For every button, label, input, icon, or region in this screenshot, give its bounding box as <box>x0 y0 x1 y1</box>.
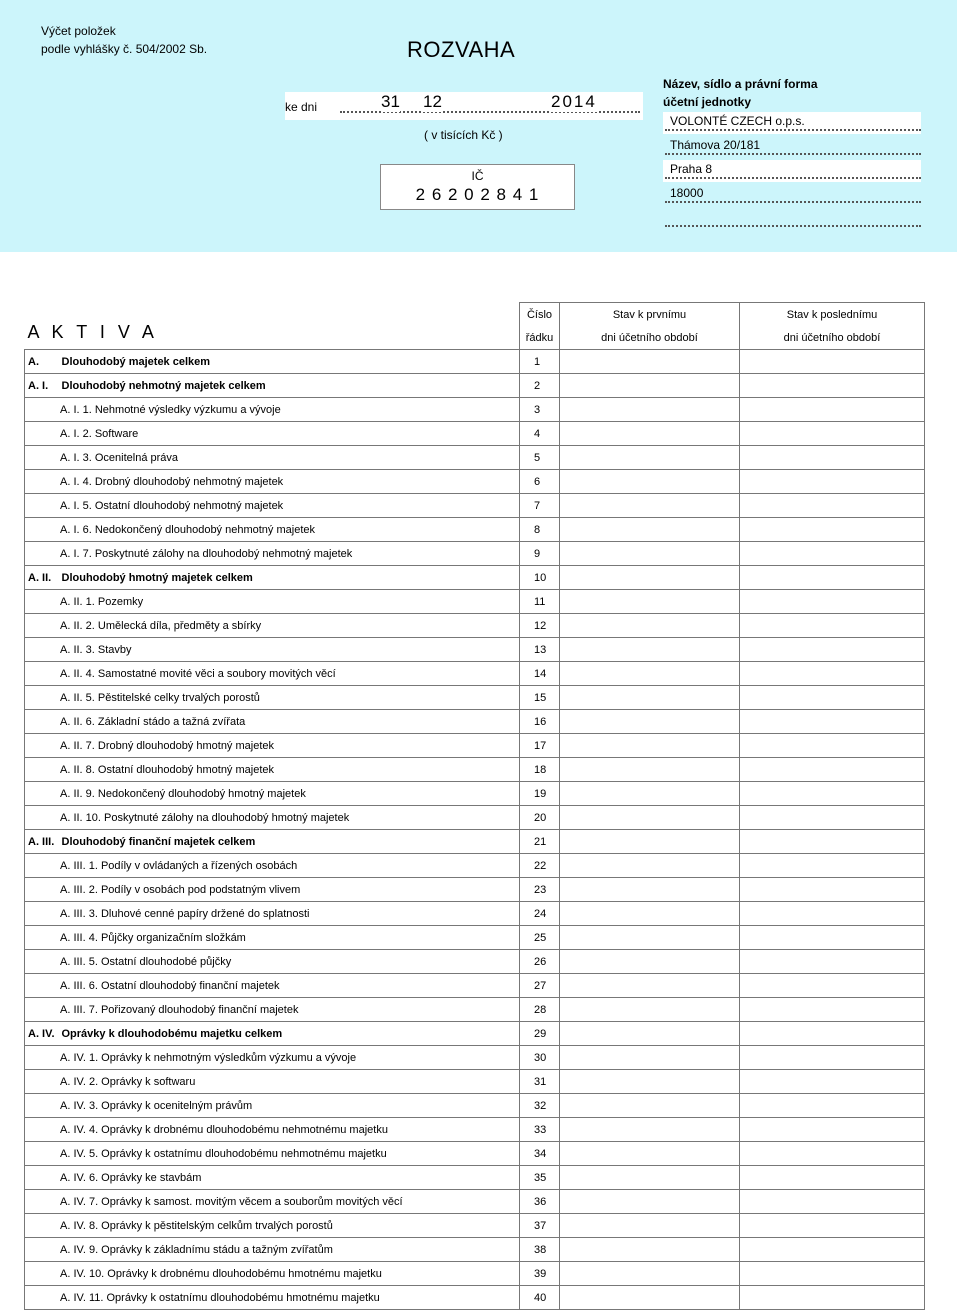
row-number: 26 <box>520 950 560 974</box>
form-header <box>0 0 957 252</box>
table-row <box>25 422 925 446</box>
row-number: 31 <box>520 1070 560 1094</box>
row-value-first[interactable] <box>560 614 740 638</box>
row-number: 19 <box>520 782 560 806</box>
row-value-first[interactable] <box>560 950 740 974</box>
entity-extra-dots <box>665 225 921 227</box>
col-last-2: dni účetního období <box>740 326 925 350</box>
row-label: A. I. 2. Software <box>25 422 520 446</box>
row-label: A. IV. 4. Oprávky k drobnému dlouhodobému nehmotnému majetku <box>25 1118 520 1142</box>
row-label: A. II. 5. Pěstitelské celky trvalých porostů <box>25 686 520 710</box>
row-value-first[interactable] <box>560 782 740 806</box>
table-row <box>25 854 925 878</box>
row-number: 21 <box>520 830 560 854</box>
row-code: A. <box>25 350 60 374</box>
aktiva-heading-cell <box>25 303 520 350</box>
aktiva-table <box>24 302 925 1310</box>
row-label: A. I. 4. Drobný dlouhodobý nehmotný majetek <box>25 470 520 494</box>
row-number: 8 <box>520 518 560 542</box>
row-label: A. II. 6. Základní stádo a tažná zvířata <box>25 710 520 734</box>
row-value-last[interactable] <box>740 758 925 782</box>
row-number: 30 <box>520 1046 560 1070</box>
table-body <box>25 350 925 1310</box>
ic-value: 2 6 2 0 2 8 4 1 <box>415 185 540 204</box>
row-value-first[interactable] <box>560 1190 740 1214</box>
row-number: 17 <box>520 734 560 758</box>
table-row <box>25 398 925 422</box>
decree-line-1: Výčet položek <box>41 24 116 38</box>
row-value-last[interactable] <box>740 1238 925 1262</box>
row-code: A. I. <box>25 374 60 398</box>
row-number: 2 <box>520 374 560 398</box>
row-value-first[interactable] <box>560 758 740 782</box>
row-value-last[interactable] <box>740 902 925 926</box>
entity-name-dots <box>665 129 921 131</box>
row-number: 25 <box>520 926 560 950</box>
row-label: A. IV. 1. Oprávky k nehmotným výsledkům výzkumu a vývoje <box>25 1046 520 1070</box>
table-row <box>25 830 925 854</box>
row-label: A. IV. 2. Oprávky k softwaru <box>25 1070 520 1094</box>
row-value-last[interactable] <box>740 1214 925 1238</box>
row-value-last[interactable] <box>740 1070 925 1094</box>
row-value-first[interactable] <box>560 350 740 374</box>
table-row <box>25 1094 925 1118</box>
row-value-last[interactable] <box>740 1022 925 1046</box>
row-number: 10 <box>520 566 560 590</box>
row-number: 29 <box>520 1022 560 1046</box>
row-value-first[interactable] <box>560 1166 740 1190</box>
row-value-first[interactable] <box>560 518 740 542</box>
row-label: A. I. 5. Ostatní dlouhodobý nehmotný majetek <box>25 494 520 518</box>
table-row <box>25 1214 925 1238</box>
row-value-first[interactable] <box>560 470 740 494</box>
row-value-last[interactable] <box>740 470 925 494</box>
table-row <box>25 998 925 1022</box>
row-label: A. III. 1. Podíly v ovládaných a řízených osobách <box>25 854 520 878</box>
col-first-1: Stav k prvnímu <box>560 303 740 327</box>
row-number: 12 <box>520 614 560 638</box>
entity-street: Thámova 20/181 <box>670 138 761 152</box>
row-value-first[interactable] <box>560 878 740 902</box>
row-value-last[interactable] <box>740 710 925 734</box>
row-number: 27 <box>520 974 560 998</box>
entity-label-2: účetní jednotky <box>663 95 752 109</box>
row-value-last[interactable] <box>740 734 925 758</box>
entity-zip: 18000 <box>670 186 704 200</box>
row-value-last[interactable] <box>740 590 925 614</box>
table-row <box>25 926 925 950</box>
row-number: 28 <box>520 998 560 1022</box>
row-number: 3 <box>520 398 560 422</box>
row-label: A. III. 6. Ostatní dlouhodobý finanční majetek <box>25 974 520 998</box>
col-cislo-1: Číslo <box>520 303 560 327</box>
row-value-last[interactable] <box>740 566 925 590</box>
row-value-first[interactable] <box>560 1046 740 1070</box>
row-value-last[interactable] <box>740 1118 925 1142</box>
col-first-2: dni účetního období <box>560 326 740 350</box>
row-value-first[interactable] <box>560 1118 740 1142</box>
row-label: A. II. 7. Drobný dlouhodobý hmotný majetek <box>25 734 520 758</box>
table-row <box>25 1166 925 1190</box>
ke-dni-label: ke dni <box>285 100 318 114</box>
row-label: A. IV. 8. Oprávky k pěstitelským celkům trvalých porostů <box>25 1214 520 1238</box>
row-label: A. II. 4. Samostatné movité věci a soubory movitých věcí <box>25 662 520 686</box>
row-label: A. IV. 5. Oprávky k ostatnímu dlouhodobému nehmotnému majetku <box>25 1142 520 1166</box>
table-row <box>25 590 925 614</box>
row-value-last[interactable] <box>740 1046 925 1070</box>
ic-box <box>380 164 575 210</box>
row-value-first[interactable] <box>560 734 740 758</box>
row-number: 5 <box>520 446 560 470</box>
row-label: A. II. 2. Umělecká díla, předměty a sbírky <box>25 614 520 638</box>
table-row <box>25 1070 925 1094</box>
row-number: 16 <box>520 710 560 734</box>
row-value-first[interactable] <box>560 926 740 950</box>
row-value-last[interactable] <box>740 1262 925 1286</box>
row-number: 39 <box>520 1262 560 1286</box>
row-label: A. IV. 10. Oprávky k drobnému dlouhodobému hmotnému majetku <box>25 1262 520 1286</box>
date-month: 12 <box>423 92 442 111</box>
row-label: A. II. 3. Stavby <box>25 638 520 662</box>
row-code: A. IV. <box>25 1022 60 1046</box>
table-row <box>25 758 925 782</box>
table-row <box>25 1022 925 1046</box>
row-value-first[interactable] <box>560 1094 740 1118</box>
row-value-first[interactable] <box>560 542 740 566</box>
row-value-last[interactable] <box>740 1190 925 1214</box>
col-cislo-2: řádku <box>520 326 560 350</box>
row-number: 1 <box>520 350 560 374</box>
decree-line-2: podle vyhlášky č. 504/2002 Sb. <box>41 42 208 56</box>
entity-city: Praha 8 <box>670 162 713 176</box>
row-value-first[interactable] <box>560 854 740 878</box>
row-value-first[interactable] <box>560 374 740 398</box>
table-row <box>25 638 925 662</box>
row-value-last[interactable] <box>740 662 925 686</box>
row-label: A. III. 3. Dluhové cenné papíry držené do splatnosti <box>25 902 520 926</box>
row-value-last[interactable] <box>740 374 925 398</box>
table-row <box>25 710 925 734</box>
table-row <box>25 1046 925 1070</box>
table-row <box>25 374 925 398</box>
row-value-last[interactable] <box>740 950 925 974</box>
row-label: A. IV. 9. Oprávky k základnímu stádu a tažným zvířatům <box>25 1238 520 1262</box>
row-number: 20 <box>520 806 560 830</box>
row-label: A. III. 7. Pořizovaný dlouhodobý finanční majetek <box>25 998 520 1022</box>
row-number: 7 <box>520 494 560 518</box>
row-value-last[interactable] <box>740 542 925 566</box>
entity-label-1: Název, sídlo a právní forma <box>663 77 818 91</box>
row-value-last[interactable] <box>740 1094 925 1118</box>
table-row <box>25 1190 925 1214</box>
row-number: 6 <box>520 470 560 494</box>
row-label: A. IV. 6. Oprávky ke stavbám <box>25 1166 520 1190</box>
row-label: A. II. 1. Pozemky <box>25 590 520 614</box>
table-row <box>25 1238 925 1262</box>
table-header-row-1 <box>25 303 925 327</box>
row-value-last[interactable] <box>740 614 925 638</box>
row-value-first[interactable] <box>560 830 740 854</box>
row-value-last[interactable] <box>740 1286 925 1310</box>
table-row <box>25 518 925 542</box>
row-value-last[interactable] <box>740 830 925 854</box>
table-row <box>25 1142 925 1166</box>
row-value-last[interactable] <box>740 350 925 374</box>
row-value-last[interactable] <box>740 686 925 710</box>
row-value-first[interactable] <box>560 590 740 614</box>
table-row <box>25 1286 925 1310</box>
row-value-last[interactable] <box>740 1166 925 1190</box>
row-label: A. II. 8. Ostatní dlouhodobý hmotný majetek <box>25 758 520 782</box>
entity-name-text: VOLONTÉ CZECH o.p.s. <box>670 114 805 128</box>
row-value-first[interactable] <box>560 566 740 590</box>
row-value-first[interactable] <box>560 638 740 662</box>
table-row <box>25 446 925 470</box>
row-value-first[interactable] <box>560 398 740 422</box>
row-value-first[interactable] <box>560 1238 740 1262</box>
row-label: A. III. 4. Půjčky organizačním složkám <box>25 926 520 950</box>
row-number: 13 <box>520 638 560 662</box>
row-value-last[interactable] <box>740 494 925 518</box>
row-label: A. IV. 11. Oprávky k ostatnímu dlouhodobému hmotnému majetku <box>25 1286 520 1310</box>
table-row <box>25 1262 925 1286</box>
row-label: A. II. 10. Poskytnuté zálohy na dlouhodobý hmotný majetek <box>25 806 520 830</box>
units-label: ( v tisících Kč ) <box>424 128 503 142</box>
row-label: A. III. 2. Podíly v osobách pod podstatným vlivem <box>25 878 520 902</box>
table-row <box>25 686 925 710</box>
row-value-first[interactable] <box>560 686 740 710</box>
row-value-last[interactable] <box>740 398 925 422</box>
row-number: 9 <box>520 542 560 566</box>
entity-city-dots <box>665 177 921 179</box>
table-row <box>25 350 925 374</box>
row-value-first[interactable] <box>560 446 740 470</box>
row-value-first[interactable] <box>560 422 740 446</box>
row-number: 36 <box>520 1190 560 1214</box>
row-number: 14 <box>520 662 560 686</box>
row-label: A. IV. 3. Oprávky k ocenitelným právům <box>25 1094 520 1118</box>
document-title: ROZVAHA <box>407 37 516 62</box>
table-row <box>25 1118 925 1142</box>
entity-zip-dots <box>665 201 921 203</box>
table-row <box>25 494 925 518</box>
row-number: 15 <box>520 686 560 710</box>
row-label: A. I. 3. Ocenitelná práva <box>25 446 520 470</box>
row-value-last[interactable] <box>740 974 925 998</box>
row-number: 34 <box>520 1142 560 1166</box>
row-label: Dlouhodobý majetek celkem <box>60 350 520 374</box>
table-row <box>25 782 925 806</box>
row-number: 38 <box>520 1238 560 1262</box>
row-number: 37 <box>520 1214 560 1238</box>
date-box <box>285 92 643 120</box>
row-number: 23 <box>520 878 560 902</box>
table-row <box>25 662 925 686</box>
row-value-first[interactable] <box>560 1142 740 1166</box>
ic-label: IČ <box>471 169 484 183</box>
row-value-first[interactable] <box>560 710 740 734</box>
row-number: 33 <box>520 1118 560 1142</box>
table-row <box>25 566 925 590</box>
table-row <box>25 542 925 566</box>
row-value-last[interactable] <box>740 998 925 1022</box>
row-value-last[interactable] <box>740 422 925 446</box>
row-value-last[interactable] <box>740 518 925 542</box>
row-value-first[interactable] <box>560 902 740 926</box>
row-value-first[interactable] <box>560 662 740 686</box>
row-number: 4 <box>520 422 560 446</box>
row-value-first[interactable] <box>560 494 740 518</box>
row-value-first[interactable] <box>560 1070 740 1094</box>
row-value-last[interactable] <box>740 926 925 950</box>
row-value-first[interactable] <box>560 1286 740 1310</box>
date-day: 31 <box>381 92 400 111</box>
aktiva-heading: A K T I V A <box>27 322 158 342</box>
row-number: 32 <box>520 1094 560 1118</box>
row-label: A. IV. 7. Oprávky k samost. movitým věcem a souborům movitých věcí <box>25 1190 520 1214</box>
row-label: A. I. 7. Poskytnuté zálohy na dlouhodobý nehmotný majetek <box>25 542 520 566</box>
table-row <box>25 950 925 974</box>
table-row <box>25 902 925 926</box>
row-code: A. II. <box>25 566 60 590</box>
row-number: 40 <box>520 1286 560 1310</box>
row-number: 35 <box>520 1166 560 1190</box>
row-value-first[interactable] <box>560 974 740 998</box>
row-label: A. I. 6. Nedokončený dlouhodobý nehmotný majetek <box>25 518 520 542</box>
row-value-last[interactable] <box>740 638 925 662</box>
row-value-last[interactable] <box>740 878 925 902</box>
table-row <box>25 974 925 998</box>
row-label: A. III. 5. Ostatní dlouhodobé půjčky <box>25 950 520 974</box>
table-row <box>25 734 925 758</box>
row-value-first[interactable] <box>560 806 740 830</box>
row-value-last[interactable] <box>740 1142 925 1166</box>
row-label: Dlouhodobý hmotný majetek celkem <box>60 566 520 590</box>
row-value-last[interactable] <box>740 446 925 470</box>
row-value-first[interactable] <box>560 998 740 1022</box>
row-value-last[interactable] <box>740 806 925 830</box>
row-value-last[interactable] <box>740 782 925 806</box>
col-last-1: Stav k poslednímu <box>740 303 925 327</box>
row-value-first[interactable] <box>560 1262 740 1286</box>
entity-street-dots <box>665 153 921 155</box>
date-year: 2014 <box>551 92 597 111</box>
row-value-first[interactable] <box>560 1214 740 1238</box>
row-label: Oprávky k dlouhodobému majetku celkem <box>60 1022 520 1046</box>
row-number: 11 <box>520 590 560 614</box>
row-code: A. III. <box>25 830 60 854</box>
table-row <box>25 470 925 494</box>
row-number: 22 <box>520 854 560 878</box>
table-row <box>25 614 925 638</box>
row-label: Dlouhodobý nehmotný majetek celkem <box>60 374 520 398</box>
row-label: A. II. 9. Nedokončený dlouhodobý hmotný majetek <box>25 782 520 806</box>
row-value-first[interactable] <box>560 1022 740 1046</box>
row-label: A. I. 1. Nehmotné výsledky výzkumu a vývoje <box>25 398 520 422</box>
row-number: 24 <box>520 902 560 926</box>
table-row <box>25 806 925 830</box>
row-value-last[interactable] <box>740 854 925 878</box>
row-label: Dlouhodobý finanční majetek celkem <box>60 830 520 854</box>
table-row <box>25 878 925 902</box>
row-number: 18 <box>520 758 560 782</box>
